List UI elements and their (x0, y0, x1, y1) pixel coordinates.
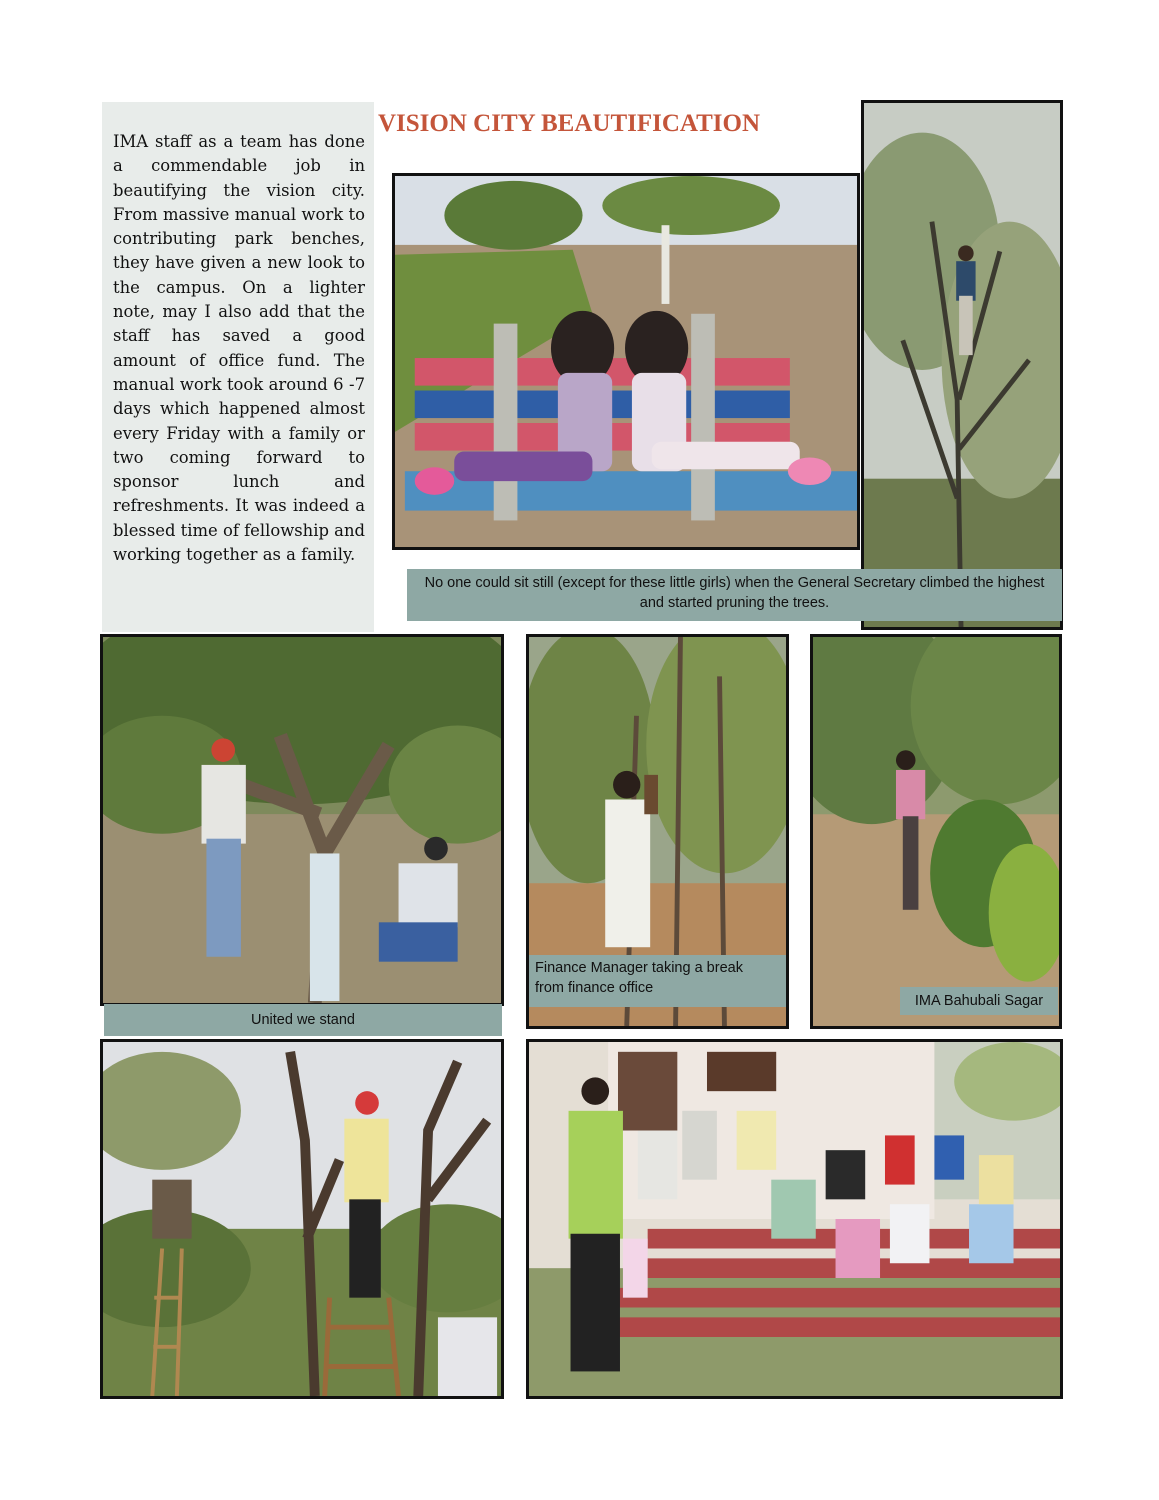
caption-finance (529, 955, 786, 1007)
photo-united-we-stand (100, 634, 504, 1006)
photo-pruning-ladder (100, 1039, 504, 1399)
caption-finance-line-2: from finance office (535, 980, 654, 996)
intro-paragraph: IMA staff as a team has done a commendable job in beautifying the vision city. From massive manual work to contributing park benches, they have given a new look to the campus. On a lighter note, may I also add that the staff has saved a good amount of office fund. The manual work took around 6 -7 days which happened almost every Friday with a family or two coming forward to sponsor lunch and refreshments. It was indeed a blessed time of fellowship and working together as a family. (113, 132, 365, 565)
photo-group-on-steps (526, 1039, 1063, 1399)
caption-united: United we stand (104, 1004, 502, 1036)
photo-climbing-tree (861, 100, 1063, 630)
photo-bahubali-sagar (810, 634, 1062, 1029)
caption-girls-bench: No one could sit still (except for these little girls) when the General Secretary climbed the highest and started pruning the trees. (407, 569, 1062, 621)
page-title: VISION CITY BEAUTIFICATION (378, 110, 761, 137)
photo-girls-on-bench (392, 173, 860, 550)
caption-finance-line-1: Finance Manager taking a break (535, 960, 743, 976)
caption-bahubali: IMA Bahubali Sagar (900, 987, 1058, 1015)
